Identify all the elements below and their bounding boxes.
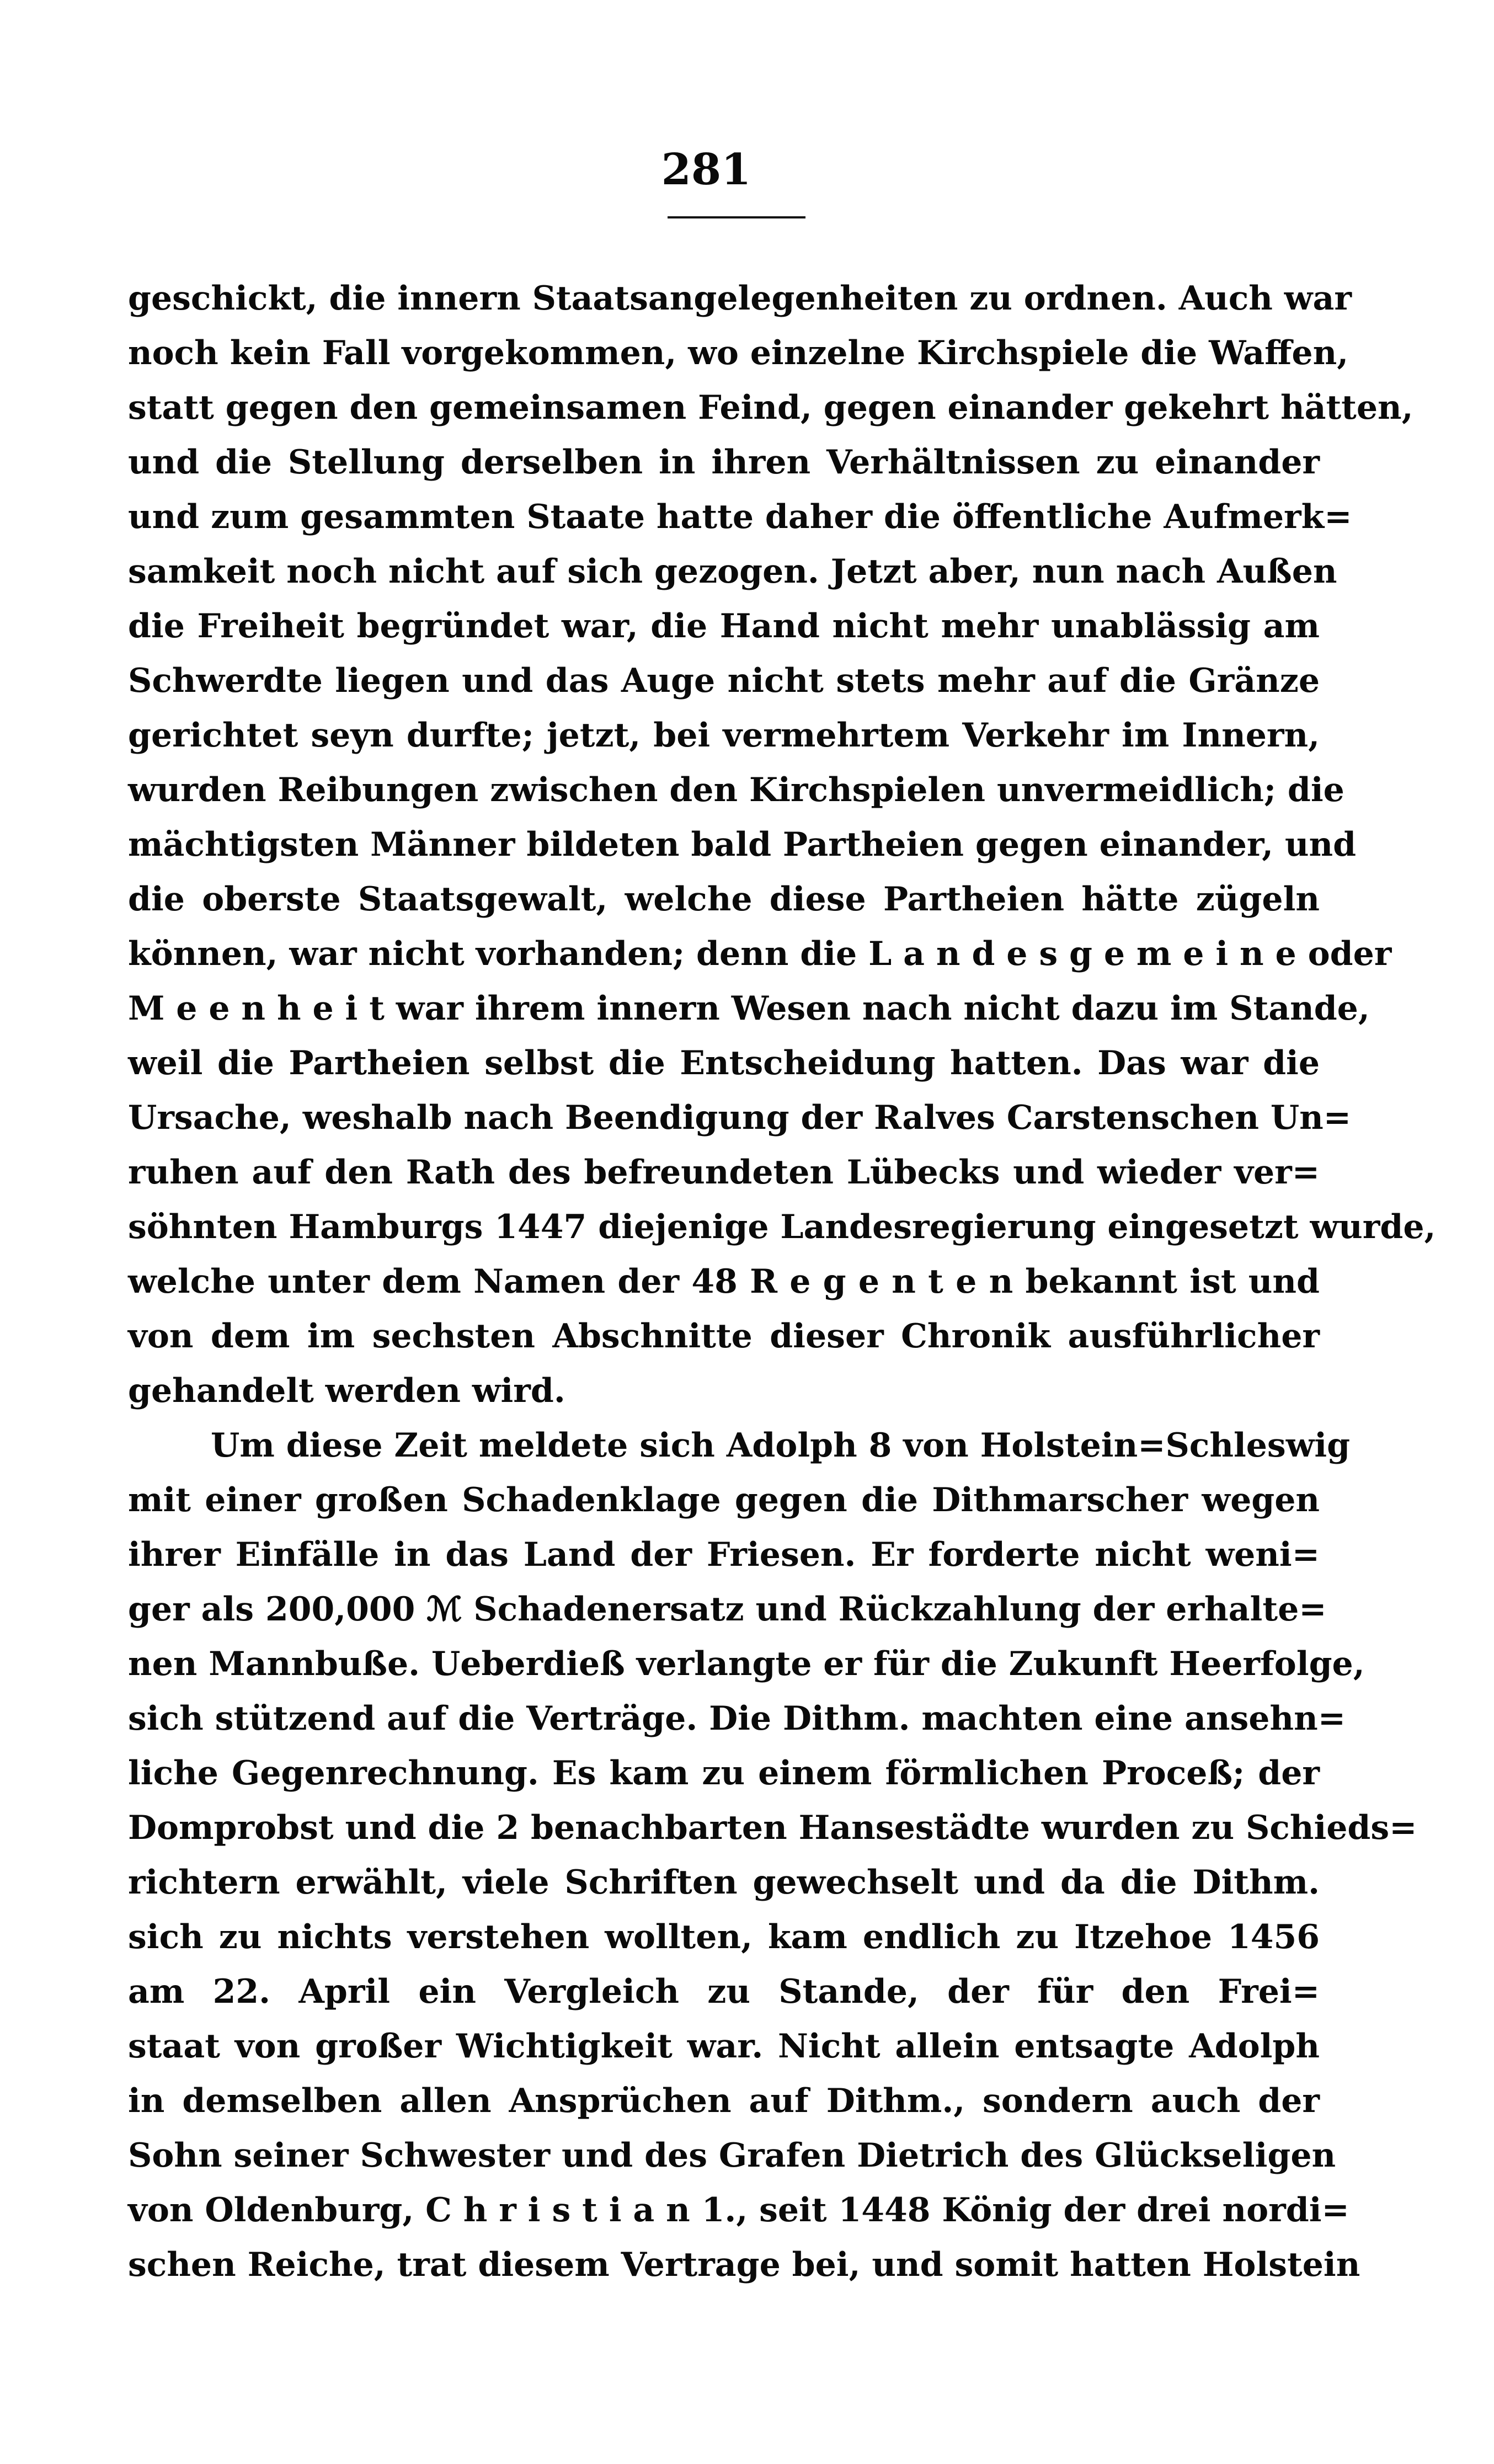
- header-rule: [668, 216, 805, 218]
- text-line: ruhen auf den Rath des befreundeten Lübecks und wieder ver=: [128, 1153, 1320, 1192]
- text-line: die Freiheit begründet war, die Hand nicht mehr unablässig am: [128, 607, 1320, 646]
- text-line: Um diese Zeit meldete sich Adolph 8 von Holstein=Schleswig: [211, 1426, 1351, 1465]
- text-line: richtern erwählt, viele Schriften gewechselt und da die Dithm.: [128, 1863, 1320, 1902]
- text-line: die oberste Staatsgewalt, welche diese Partheien hätte zügeln: [128, 880, 1320, 919]
- text-line: sich zu nichts verstehen wollten, kam endlich zu Itzehoe 1456: [128, 1918, 1320, 1956]
- text-line: mit einer großen Schadenklage gegen die Dithmarscher wegen: [128, 1481, 1320, 1519]
- text-line: mächtigsten Männer bildeten bald Partheien gegen einander, und: [128, 825, 1357, 864]
- text-line: und zum gesammten Staate hatte daher die öffentliche Aufmerk=: [128, 498, 1352, 536]
- text-line: staat von großer Wichtigkeit war. Nicht allein entsagte Adolph: [128, 2027, 1320, 2066]
- text-line: von Oldenburg, C h r i s t i a n 1., seit 1448 König der drei nordi=: [128, 2191, 1349, 2230]
- text-line: wurden Reibungen zwischen den Kirchspielen unvermeidlich; die: [128, 771, 1344, 809]
- text-line: weil die Partheien selbst die Entscheidung hatten. Das war die: [128, 1044, 1320, 1082]
- text-line: noch kein Fall vorgekommen, wo einzelne Kirchspiele die Waffen,: [128, 334, 1349, 372]
- text-line: M e e n h e i t war ihrem innern Wesen nach nicht dazu im Stande,: [128, 989, 1370, 1028]
- text-line: samkeit noch nicht auf sich gezogen. Jetzt aber, nun nach Außen: [128, 552, 1337, 591]
- text-line: söhnten Hamburgs 1447 diejenige Landesregierung eingesetzt wurde,: [128, 1208, 1436, 1246]
- text-line: in demselben allen Ansprüchen auf Dithm., sondern auch der: [128, 2082, 1320, 2120]
- text-line: gerichtet seyn durfte; jetzt, bei vermehrtem Verkehr im Innern,: [128, 716, 1320, 755]
- text-line: können, war nicht vorhanden; denn die L a n d e s g e m e i n e oder: [128, 935, 1392, 973]
- text-line: geschickt, die innern Staatsangelegenheiten zu ordnen. Auch war: [128, 279, 1352, 318]
- text-line: und die Stellung derselben in ihren Verhältnissen zu einander: [128, 443, 1320, 482]
- text-line: Domprobst und die 2 benachbarten Hansestädte wurden zu Schieds=: [128, 1809, 1417, 1847]
- body-text: [128, 271, 1436, 2292]
- text-line: am 22. April ein Vergleich zu Stande, der für den Frei=: [128, 1972, 1320, 2011]
- text-line: sich stützend auf die Verträge. Die Dithm. machten eine ansehn=: [128, 1699, 1346, 1738]
- text-line: Ursache, weshalb nach Beendigung der Ralves Carstenschen Un=: [128, 1098, 1352, 1137]
- text-line: schen Reiche, trat diesem Vertrage bei, und somit hatten Holstein: [128, 2246, 1360, 2284]
- text-line: welche unter dem Namen der 48 R e g e n t e n bekannt ist und: [128, 1262, 1320, 1301]
- text-line: ihrer Einfälle in das Land der Friesen. Er forderte nicht weni=: [128, 1535, 1320, 1574]
- text-line: Schwerdte liegen und das Auge nicht stets mehr auf die Gränze: [128, 662, 1320, 700]
- page-number: 281: [661, 145, 751, 195]
- text-line: von dem im sechsten Abschnitte dieser Chronik ausführlicher: [128, 1317, 1320, 1356]
- text-line: ger als 200,000 ℳ Schadenersatz und Rückzahlung der erhalte=: [128, 1590, 1327, 1629]
- text-line: Sohn seiner Schwester und des Grafen Dietrich des Glückseligen: [128, 2136, 1336, 2175]
- text-line: statt gegen den gemeinsamen Feind, gegen einander gekehrt hätten,: [128, 388, 1413, 427]
- text-line: liche Gegenrechnung. Es kam zu einem förmlichen Proceß; der: [128, 1754, 1320, 1793]
- text-line: gehandelt werden wird.: [128, 1372, 565, 1410]
- text-line: nen Mannbuße. Ueberdieß verlangte er für die Zukunft Heerfolge,: [128, 1645, 1365, 1683]
